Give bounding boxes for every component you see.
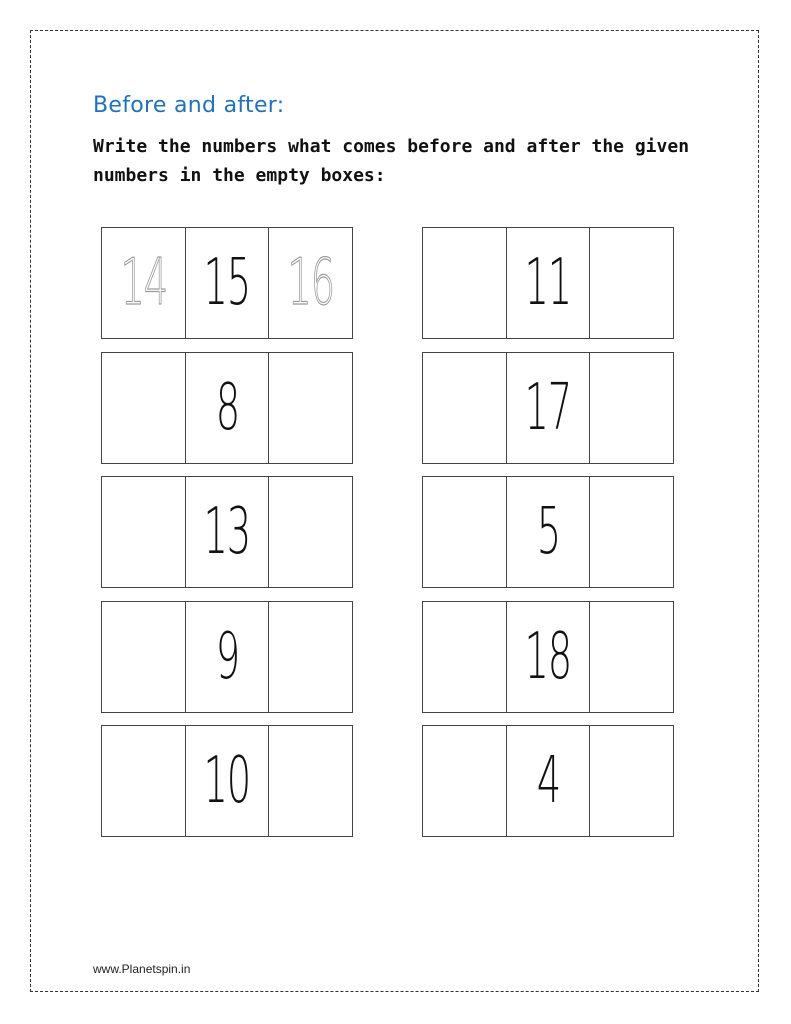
before-box[interactable] <box>422 601 507 713</box>
before-box[interactable] <box>422 352 507 464</box>
after-box[interactable] <box>268 476 353 588</box>
given-box <box>185 601 270 713</box>
given-number: 10 <box>203 744 251 818</box>
after-box[interactable] <box>268 227 353 339</box>
before-box[interactable] <box>101 352 186 464</box>
worksheet-instructions: Write the numbers what comes before and after the given numbers in the empty boxes: <box>93 136 690 186</box>
given-box <box>506 227 591 339</box>
given-box <box>185 725 270 837</box>
after-box[interactable] <box>268 601 353 713</box>
number-row <box>101 227 355 339</box>
given-number: 13 <box>203 495 251 569</box>
after-box[interactable] <box>589 601 674 713</box>
given-number: 9 <box>215 619 239 694</box>
given-box <box>185 476 270 588</box>
before-box[interactable] <box>422 227 507 339</box>
number-row <box>422 352 676 464</box>
worksheet-title: Before and after: <box>93 93 285 118</box>
given-box <box>185 227 270 339</box>
given-box <box>506 352 591 464</box>
after-box[interactable] <box>268 352 353 464</box>
number-row <box>101 725 355 837</box>
given-number: 11 <box>524 246 572 320</box>
after-box[interactable] <box>268 725 353 837</box>
after-box[interactable] <box>589 725 674 837</box>
before-box[interactable] <box>101 725 186 837</box>
given-number: 4 <box>536 744 560 818</box>
after-box[interactable] <box>589 476 674 588</box>
left-column <box>101 227 355 850</box>
number-row <box>422 601 676 713</box>
before-box[interactable] <box>422 725 507 837</box>
website-footer: www.Planetspin.in <box>93 962 191 976</box>
before-number: 14 <box>120 246 167 320</box>
number-row <box>422 725 676 837</box>
given-box <box>506 601 591 713</box>
before-box[interactable] <box>422 476 507 588</box>
number-row <box>101 601 355 713</box>
number-row <box>101 352 355 464</box>
given-box <box>185 352 270 464</box>
after-number: 16 <box>287 246 334 320</box>
number-row <box>422 227 676 339</box>
number-row <box>422 476 676 588</box>
given-number: 15 <box>203 246 251 320</box>
given-number: 8 <box>215 370 239 445</box>
number-row <box>101 476 355 588</box>
before-box[interactable] <box>101 227 186 339</box>
given-number: 18 <box>524 619 572 694</box>
right-column <box>422 227 676 850</box>
after-box[interactable] <box>589 227 674 339</box>
after-box[interactable] <box>589 352 674 464</box>
given-number: 5 <box>536 495 560 569</box>
before-box[interactable] <box>101 476 186 588</box>
given-number: 17 <box>524 370 572 445</box>
before-box[interactable] <box>101 601 186 713</box>
given-box <box>506 476 591 588</box>
given-box <box>506 725 591 837</box>
